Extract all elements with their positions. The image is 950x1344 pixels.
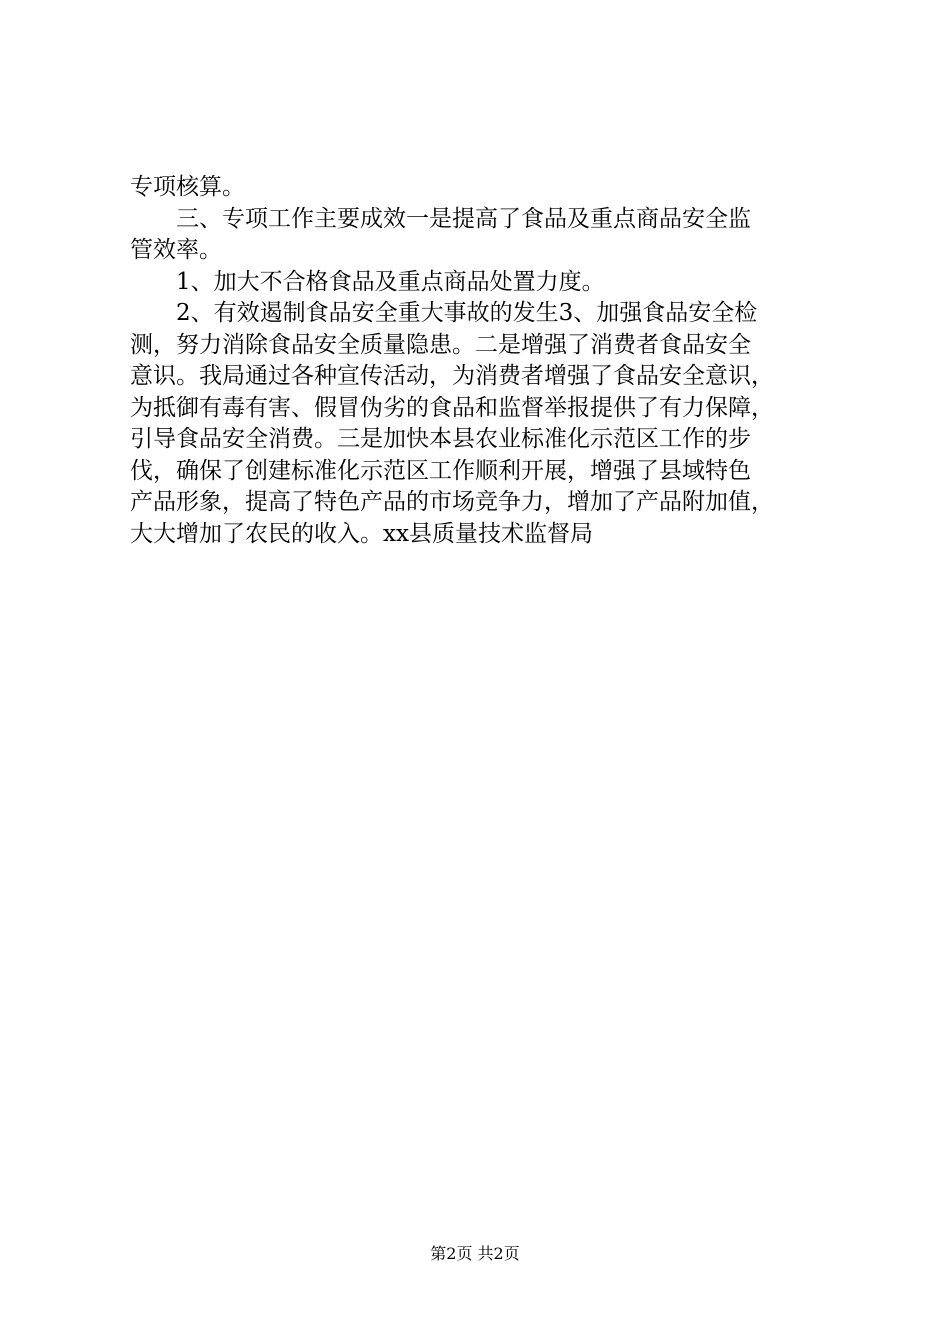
section-heading-line: 三、专项工作主要成效一是提高了食品及重点商品安全监 [176,205,751,232]
text-line: 测，努力消除食品安全质量隐患。二是增强了消费者食品安全 [130,331,751,358]
page-number-footer: 第2页 共2页 [430,1244,520,1263]
text-line: 大大增加了农民的收入。xx县质量技术监督局 [130,520,593,547]
list-item-2: 2、有效遏制食品安全重大事故的发生3、加强食品安全检 [176,300,758,326]
text-line: 意识。我局通过各种宣传活动，为消费者增强了食品安全意识， [130,363,774,389]
text-line: 产品形象，提高了特色产品的市场竞争力，增加了产品附加值， [130,489,774,515]
document-body [130,172,840,550]
text-line: 引导食品安全消费。三是加快本县农业标准化示范区工作的步 [130,426,751,452]
text-line: 伐，确保了创建标准化示范区工作顺利开展，增强了县域特色 [130,457,751,484]
text-line: 专项核算。 [130,174,245,200]
text-line: 管效率。 [130,237,222,263]
text-line: 为抵御有毒有害、假冒伪劣的食品和监督举报提供了有力保障， [130,394,774,421]
list-item-1: 1、加大不合格食品及重点商品处置力度。 [176,268,605,295]
